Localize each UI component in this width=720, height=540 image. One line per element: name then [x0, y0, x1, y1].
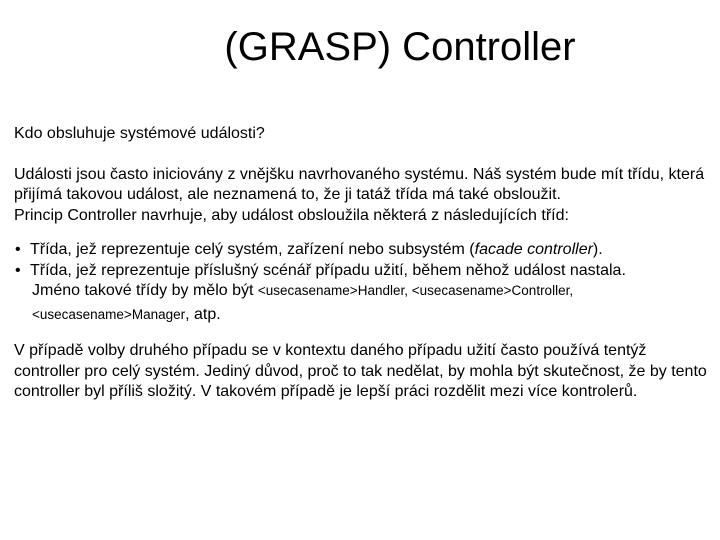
paragraph-1: Události jsou často iniciovány z vnějšku navrhovaného systému. Náš systém bude mít třídu, která přijímá takovou událost, ale neznamená to, že ji tatáž třída má také obsloužit.	[14, 165, 705, 203]
paragraph-3: V případě volby druhého případu se v kontextu daného případu užití často používá tentýž controller pro celý systém. Jediný důvod, proč to tak nedělat, by mohla být skutečnost, že by tento controller byl příliš složitý. V takovém případě je lepší práci rozdělit mezi více kontrolerů.	[14, 342, 707, 400]
paragraph-2: Princip Controller navrhuje, aby událost obsloužila některá z následujících tříd:	[14, 206, 569, 224]
list-item	[14, 261, 714, 282]
bullet-1-italic: facade controller	[474, 241, 593, 258]
bullet-1-prefix: Třída, jež reprezentuje celý systém, zařízení nebo subsystém (	[30, 241, 475, 258]
bullet-marker: •	[15, 261, 21, 279]
naming-note	[14, 279, 714, 327]
list-item	[14, 240, 714, 261]
slide-content	[14, 124, 714, 403]
bullet-marker: •	[15, 241, 21, 258]
question-text: Kdo obsluhuje systémové události?	[14, 125, 265, 142]
controller-options-list	[14, 240, 714, 281]
slide-title: (GRASP) Controller	[224, 25, 576, 69]
naming-manager: <usecasename>Manager	[32, 307, 186, 322]
naming-prefix: Jméno takové třídy by mělo být	[32, 282, 258, 299]
naming-suffix: , atp.	[185, 306, 221, 323]
naming-handler-controller: <usecasename>Handler, <usecasename>Controller,	[257, 283, 574, 298]
bullet-2-text: Třída, jež reprezentuje příslušný scénář případu užití, během něhož událost nastala.	[30, 261, 626, 279]
bullet-1-suffix: ).	[592, 241, 603, 258]
